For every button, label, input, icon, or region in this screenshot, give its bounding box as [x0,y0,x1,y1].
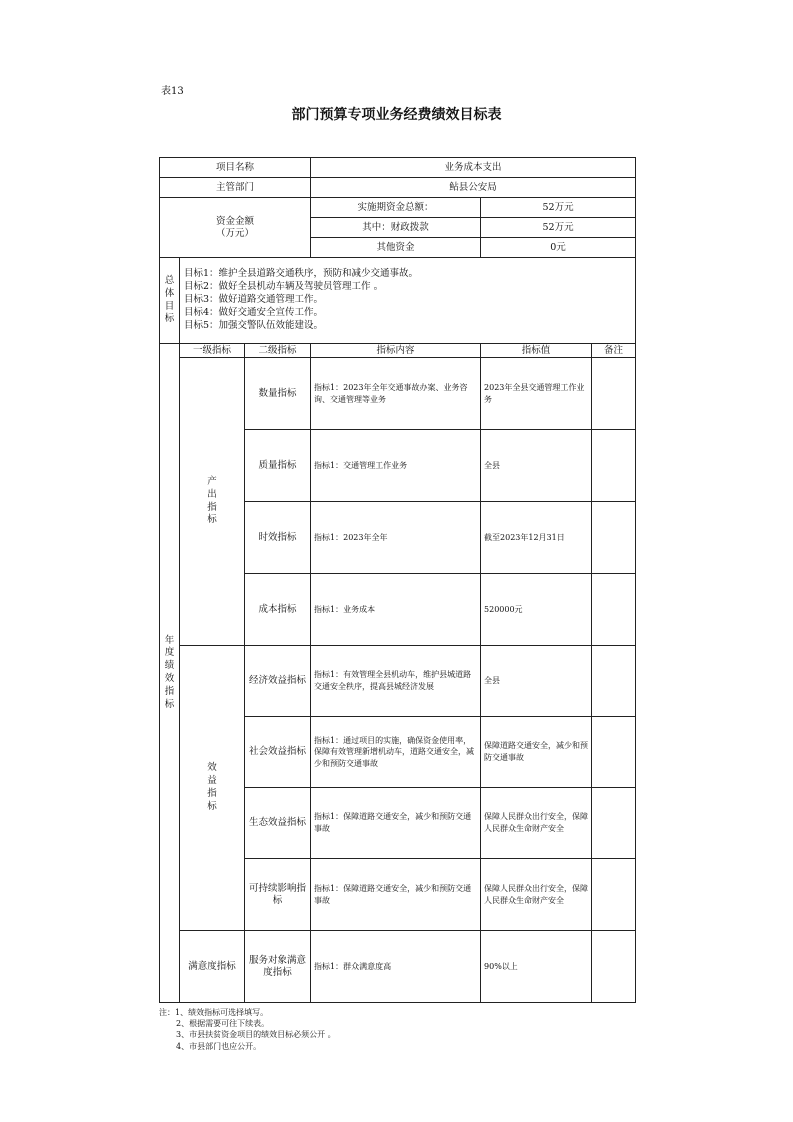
content-cell: 指标1：保障道路交通安全，减少和预防交通事故 [311,859,481,931]
content-cell: 指标1：2023年全年 [311,502,481,574]
project-name-row [160,158,636,178]
value-cell: 截至2023年12月31日 [481,502,592,574]
remark-cell [592,646,636,717]
notes [159,1007,336,1052]
level2-cell: 生态效益指标 [245,788,311,859]
value-cell: 保障人民群众出行安全，保障人民群众生命财产安全 [481,788,592,859]
content-cell: 指标1：2023年全年交通事故办案、业务咨询、交通管理等业务 [311,358,481,430]
remark-cell [592,859,636,931]
overall-goals-label: 总体目标 [160,258,180,344]
table-row [160,931,636,1003]
overall-goals-row [160,258,636,344]
funds-other-label: 其他资金 [311,238,481,258]
remark-cell [592,574,636,646]
note-line: 2、根据需要可往下续表。 [176,1019,270,1029]
level2-cell: 服务对象满意度指标 [245,931,311,1003]
table-row [160,646,636,717]
overall-goal-item: 目标2：做好全县机动车辆及驾驶员管理工作 。 [184,281,384,293]
page-title: 部门预算专项业务经费绩效目标表 [291,107,502,123]
table-row [160,358,636,430]
header-value: 指标值 [481,344,592,358]
overall-goal-item: 目标5：加强交警队伍效能建设。 [184,319,324,331]
level2-cell: 社会效益指标 [245,717,311,788]
annual-header-row [160,344,636,358]
value-cell: 520000元 [481,574,592,646]
remark-cell [592,358,636,430]
funds-label-cell [160,198,311,258]
benefit-indicators-label: 效益指标 [180,646,245,931]
note-line: 4、市县部门也应公开。 [176,1041,262,1051]
level2-cell: 经济效益指标 [245,646,311,717]
funds-fiscal-label: 其中：财政拨款 [311,218,481,238]
overall-goal-item: 目标3：做好道路交通管理工作。 [184,294,324,306]
remark-cell [592,788,636,859]
content-cell: 指标1：通过项目的实施，确保资金使用率，保障有效管理新增机动车，道路交通安全，减少和预防交通事故 [311,717,481,788]
funds-total-row [160,198,636,218]
header-level2: 二级指标 [245,344,311,358]
remark-cell [592,717,636,788]
department-label: 主管部门 [160,178,311,198]
content-cell: 指标1：交通管理工作业务 [311,430,481,502]
note-line: 注：1、绩效指标可选择填写。 [159,1008,269,1017]
overall-goal-item: 目标4：做好交通安全宣传工作。 [184,306,324,318]
output-indicators-label: 产出指标 [180,358,245,646]
remark-cell [592,931,636,1003]
satisfaction-indicators-label: 满意度指标 [180,931,245,1003]
content-cell: 指标1：群众满意度高 [311,931,481,1003]
overall-goal-item: 目标1：维护全县道路交通秩序，预防和减少交通事故。 [184,268,419,280]
content-cell: 指标1：保障道路交通安全，减少和预防交通事故 [311,788,481,859]
header-level1: 一级指标 [180,344,245,358]
remark-cell [592,502,636,574]
value-cell: 90%以上 [481,931,592,1003]
annual-targets-label: 年度绩效指标 [160,344,180,1003]
project-name-label: 项目名称 [160,158,311,178]
department-value: 鲇县公安局 [311,178,636,198]
content-cell: 指标1：业务成本 [311,574,481,646]
content-cell: 指标1：有效管理全县机动车，维护县城道路交通安全秩序，提高县城经济发展 [311,646,481,717]
level2-cell: 时效指标 [245,502,311,574]
remark-cell [592,430,636,502]
table-number: 表13 [161,86,184,97]
level2-cell: 成本指标 [245,574,311,646]
level2-cell: 数量指标 [245,358,311,430]
funds-fiscal-value: 52万元 [481,218,636,238]
project-name-value: 业务成本支出 [311,158,636,178]
funds-label: 资金金额 [216,215,255,227]
header-content: 指标内容 [311,344,481,358]
level2-cell: 可持续影响指标 [245,859,311,931]
funds-total-label: 实施期资金总额： [311,198,481,218]
value-cell: 保障人民群众出行安全，保障人民群众生命财产安全 [481,859,592,931]
funds-other-value: 0元 [481,238,636,258]
value-cell: 全县 [481,646,592,717]
overall-goals-list [180,258,636,344]
funds-total-value: 52万元 [481,198,636,218]
value-cell: 全县 [481,430,592,502]
funds-unit: （万元） [216,227,255,239]
value-cell: 2023年全县交通管理工作业务 [481,358,592,430]
note-line: 3、市县扶贫资金项目的绩效目标必须公开 。 [176,1030,336,1040]
performance-target-table [159,157,636,1003]
level2-cell: 质量指标 [245,430,311,502]
department-row [160,178,636,198]
value-cell: 保障道路交通安全，减少和预防交通事故 [481,717,592,788]
header-remark: 备注 [592,344,636,358]
